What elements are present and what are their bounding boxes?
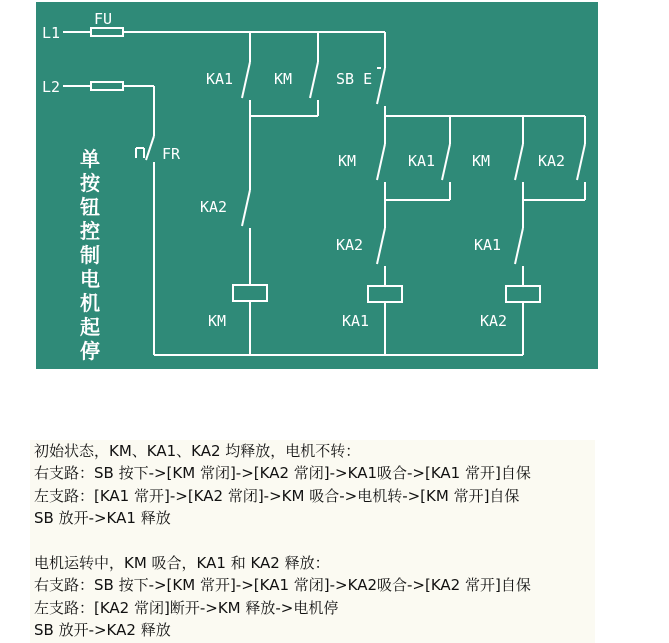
sb-button (377, 32, 585, 116)
note-line: 右支路：SB 按下->[KM 常闭]->[KA2 常闭]->KA1吸合->[KA1 常开]自保 (34, 464, 531, 483)
label-sb: SB E (336, 70, 373, 88)
l2-line (63, 82, 154, 136)
fr-contact (136, 136, 154, 355)
label-fu: FU (94, 10, 113, 28)
label-ka1-r1: KA1 (408, 152, 436, 170)
title-char: 按 (80, 171, 100, 195)
label-ka2-r2: KA2 (538, 152, 566, 170)
label-fr: FR (162, 145, 181, 163)
title-char: 电 (80, 267, 100, 291)
label-l1: L1 (42, 24, 61, 42)
note-line: SB 放开->KA2 释放 (34, 621, 171, 640)
label-ka2-r1: KA2 (336, 236, 364, 254)
notes-panel (30, 440, 595, 643)
label-ka2-left: KA2 (200, 198, 228, 216)
label-ka1-r2: KA1 (474, 236, 502, 254)
circuit-svg (36, 2, 598, 369)
label-ka1-top: KA1 (206, 70, 234, 88)
note-line: 右支路：SB 按下->[KM 常开]->[KA1 常闭]->KA2吸合->[KA2 常开]自保 (34, 576, 531, 595)
note-line: 左支路：[KA2 常闭]断开->KM 释放->电机停 (34, 598, 339, 617)
note-line: 电机运转中，KM 吸合，KA1 和 KA2 释放： (34, 554, 330, 573)
label-km-coil: KM (208, 312, 227, 330)
circuit-diagram (36, 2, 598, 369)
note-line: SB 放开->KA1 释放 (34, 509, 171, 528)
title-char: 起 (80, 315, 100, 339)
l1-line (63, 28, 385, 36)
title-char: 制 (80, 243, 100, 267)
title-char: 控 (80, 219, 100, 243)
note-line: 左支路：[KA1 常开]->[KA2 常闭]->KM 吸合->电机转->[KM 常开]自保 (34, 486, 520, 505)
note-line: 初始状态，KM、KA1、KA2 均释放，电机不转： (34, 442, 361, 460)
title-char: 停 (80, 339, 100, 363)
label-l2: L2 (42, 78, 61, 96)
label-km-top: KM (274, 70, 293, 88)
title-char: 单 (80, 147, 100, 171)
title-char: 钮 (80, 195, 100, 219)
label-km-r2: KM (472, 152, 491, 170)
label-km-r1: KM (338, 152, 357, 170)
title-char: 机 (80, 291, 100, 315)
label-ka1-coil: KA1 (342, 312, 370, 330)
note-spacer (30, 530, 595, 552)
vertical-title (80, 147, 101, 363)
label-ka2-coil: KA2 (480, 312, 508, 330)
